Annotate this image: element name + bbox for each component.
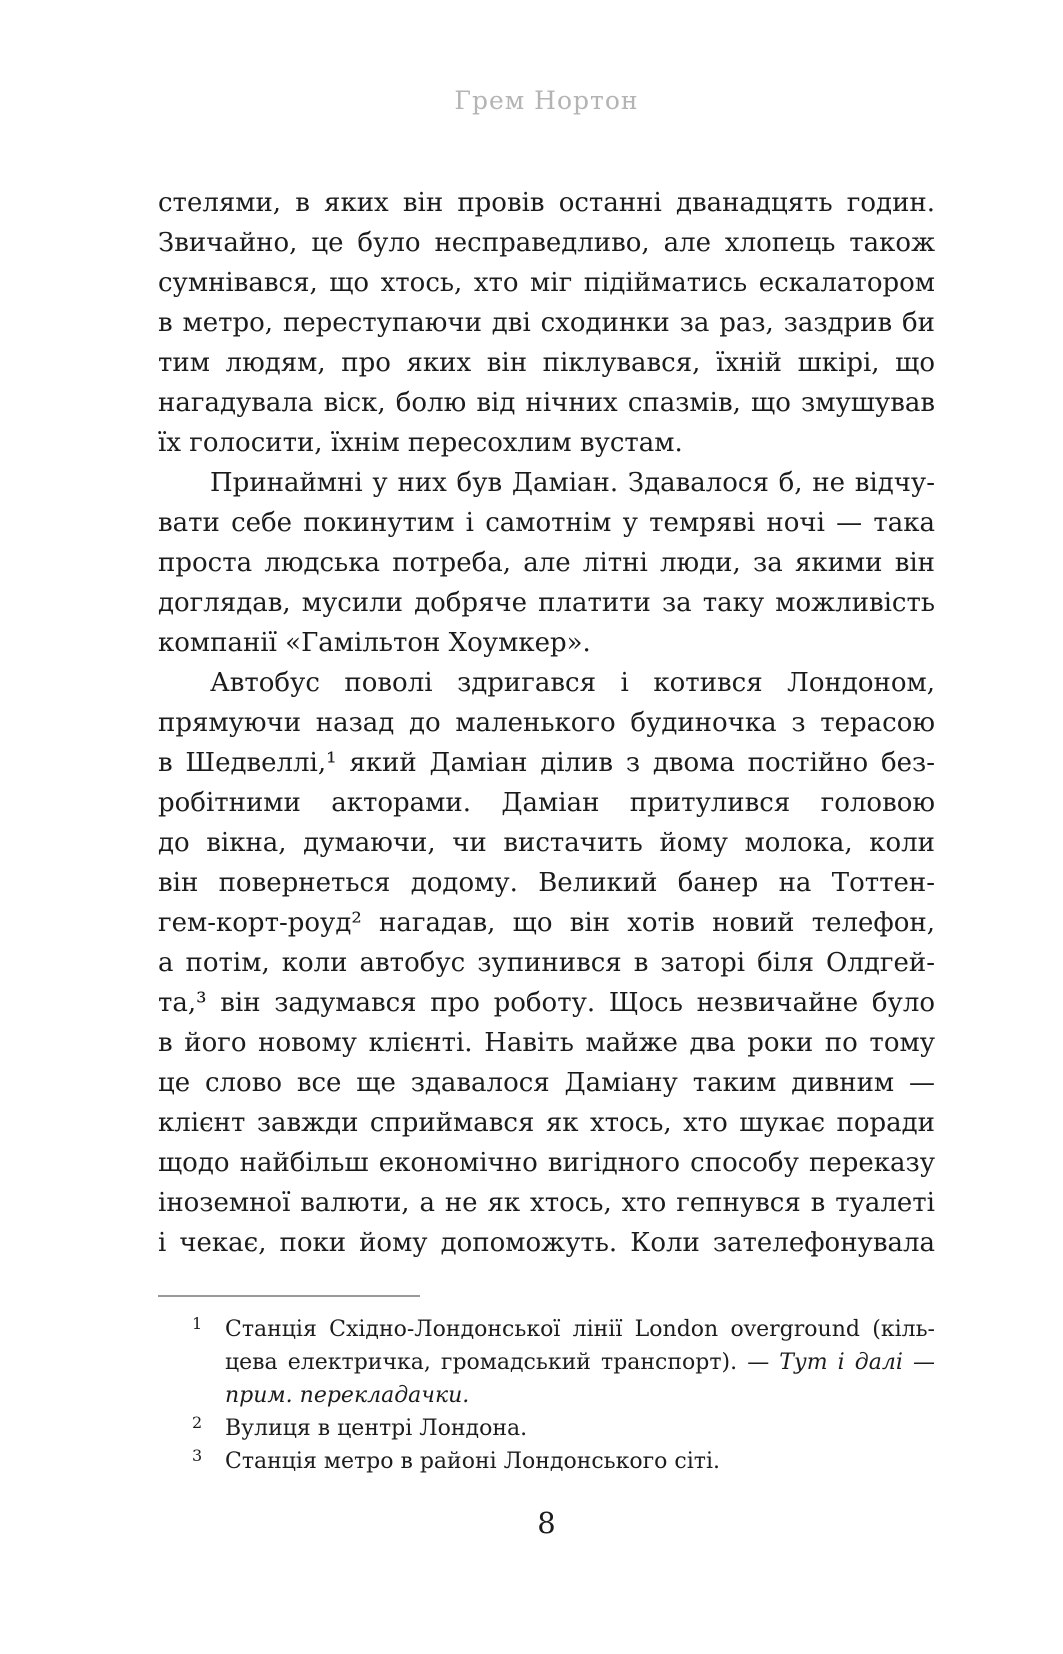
text-line: компанії «Гамільтон Хоумкер». <box>158 628 591 658</box>
running-header: Грем Нортон <box>454 86 639 115</box>
footnote-text <box>225 1313 935 1412</box>
text-line: нагадувала віск, болю від нічних спазмів, що змушував <box>158 388 935 418</box>
footnote-divider <box>158 1295 420 1297</box>
footnote-text-italic: прим. перекладачки. <box>225 1383 470 1408</box>
footnote-line: Станція метро в районі Лондонського сіті. <box>225 1449 720 1474</box>
footnote-3 <box>158 1445 935 1478</box>
text-line: робітними акторами. Даміан притулився головою <box>158 788 935 818</box>
text-line: проста людська потреба, але літні люди, за якими він <box>158 548 935 578</box>
text-line: Звичайно, це було несправедливо, але хлопець також <box>158 228 935 258</box>
text-line: клієнт завжди сприймався як хтось, хто шукає поради <box>158 1108 935 1138</box>
text-line: прямуючи назад до маленького будиночка з терасою <box>158 708 935 738</box>
paragraph-2 <box>158 463 935 663</box>
text-line: в Шедвеллі,¹ який Даміан ділив з двома постійно без- <box>158 748 935 778</box>
page-number: 8 <box>537 1506 556 1540</box>
text-line: а потім, коли автобус зупинився в заторі біля Олдгей- <box>158 948 935 978</box>
text-line: вати себе покинутим і самотнім у темряві ночі — така <box>158 508 935 538</box>
text-line: сумнівався, що хтось, хто міг підійматись ескалатором <box>158 268 935 298</box>
footnote-line <box>225 1379 935 1412</box>
text-line: щодо найбільш економічно вигідного способу переказу <box>158 1148 935 1178</box>
footnote-1 <box>158 1313 935 1412</box>
footnote-line <box>225 1346 935 1379</box>
text-line: це слово все ще здавалося Даміану таким дивним — <box>158 1068 935 1098</box>
footnote-text-normal: цева електричка, громадський транспорт). — <box>225 1350 780 1375</box>
paragraph-3 <box>158 663 935 1263</box>
text-line: і чекає, поки йому допоможуть. Коли зателефонувала <box>158 1228 935 1258</box>
footnote-2 <box>158 1412 935 1445</box>
text-line: стелями, в яких він провів останні дванадцять годин. <box>158 188 935 218</box>
text-line: та,³ він задумався про роботу. Щось незвичайне було <box>158 988 935 1018</box>
footnote-text-italic: Тут і далі — <box>779 1350 935 1375</box>
text-line: їх голосити, їхнім пересохлим вустам. <box>158 428 683 458</box>
text-line: в його новому клієнті. Навіть майже два роки по тому <box>158 1028 935 1058</box>
footnote-text <box>225 1412 935 1445</box>
footnote-line: Станція Східно-Лондонської лінії London overground (кіль- <box>225 1317 935 1342</box>
text-line: доглядав, мусили добряче платити за таку можливість <box>158 588 935 618</box>
footnotes-section <box>158 1295 935 1478</box>
text-line: він повернеться додому. Великий банер на Тоттен- <box>158 868 935 898</box>
footnote-line: Вулиця в центрі Лондона. <box>225 1416 528 1441</box>
text-line: Принаймні у них був Даміан. Здавалося б, не відчу- <box>210 468 935 498</box>
text-line: тим людям, про яких він піклувався, їхній шкірі, що <box>158 348 935 378</box>
footnote-text <box>225 1445 935 1478</box>
text-block <box>158 183 935 1263</box>
text-line: в метро, переступаючи дві сходинки за раз, заздрив би <box>158 308 935 338</box>
text-line: гем-корт-роуд² нагадав, що він хотів новий телефон, <box>158 908 935 938</box>
text-line: іноземної валюти, а не як хтось, хто гепнувся в туалеті <box>158 1188 935 1218</box>
footnote-marker: 2 <box>192 1413 203 1432</box>
text-line: до вікна, думаючи, чи вистачить йому молока, коли <box>158 828 935 858</box>
footnote-marker: 3 <box>192 1446 203 1465</box>
footnote-marker: 1 <box>192 1314 203 1333</box>
text-line: Автобус поволі здригався і котився Лондоном, <box>210 668 935 698</box>
paragraph-1 <box>158 183 935 463</box>
